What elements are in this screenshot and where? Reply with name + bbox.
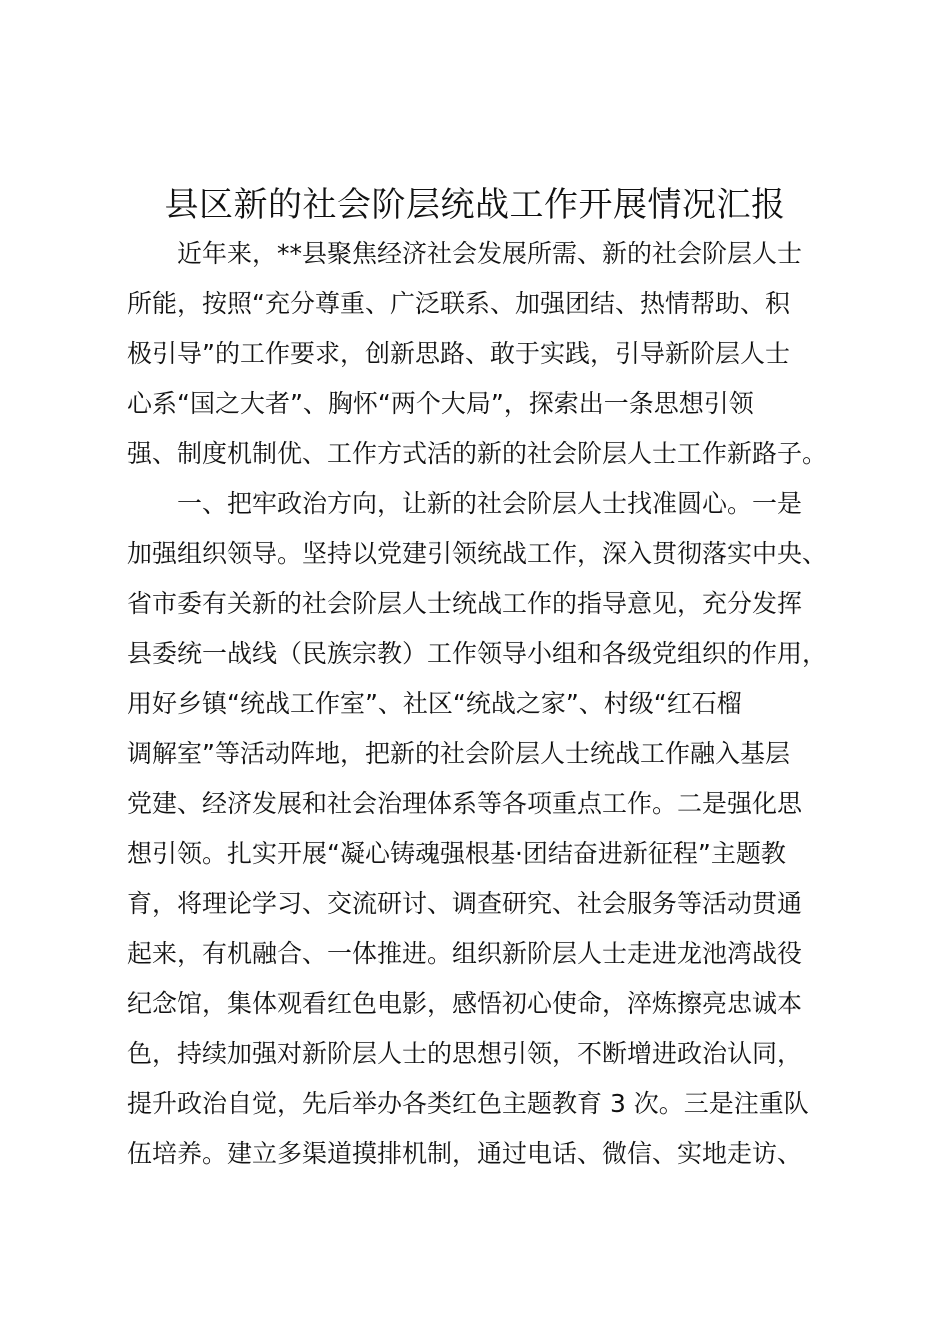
paragraph-2-line-3: 省市委有关新的社会阶层人士统战工作的指导意见，充分发挥	[127, 589, 803, 618]
paragraph-1-line-4: 心系“国之大者”、胸怀“两个大局”，探索出一条思想引领	[127, 389, 754, 418]
document-body	[127, 229, 847, 1179]
paragraph-1-line-2: 所能，按照“充分尊重、广泛联系、加强团结、热情帮助、积	[127, 289, 790, 318]
paragraph-2-line-7: 党建、经济发展和社会治理体系等各项重点工作。二是强化思	[127, 789, 803, 818]
paragraph-2-line-1: 一、把牢政治方向，让新的社会阶层人士找准圆心。一是	[177, 489, 803, 518]
paragraph-1-line-1: 近年来，**县聚焦经济社会发展所需、新的社会阶层人士	[177, 239, 803, 268]
paragraph-2-line-9: 育，将理论学习、交流研讨、调查研究、社会服务等活动贯通	[127, 889, 803, 918]
paragraph-2-line-2: 加强组织领导。坚持以党建引领统战工作，深入贯彻落实中央、	[127, 539, 828, 568]
paragraph-1-line-5: 强、制度机制优、工作方式活的新的社会阶层人士工作新路子。	[127, 439, 828, 468]
paragraph-2-line-8: 想引领。扎实开展“凝心铸魂强根基·团结奋进新征程”主题教	[127, 839, 786, 868]
paragraph-2-line-6: 调解室”等活动阵地，把新的社会阶层人士统战工作融入基层	[127, 739, 790, 768]
paragraph-2-line-14: 伍培养。建立多渠道摸排机制，通过电话、微信、实地走访、	[127, 1139, 803, 1168]
paragraph-2-line-4: 县委统一战线（民族宗教）工作领导小组和各级党组织的作用，	[127, 639, 828, 668]
paragraph-2-line-13: 提升政治自觉，先后举办各类红色主题教育 3 次。三是注重队	[127, 1089, 809, 1118]
paragraph-2-line-10: 起来，有机融合、一体推进。组织新阶层人士走进龙池湾战役	[127, 939, 803, 968]
paragraph-1-line-3: 极引导”的工作要求，创新思路、敢于实践，引导新阶层人士	[127, 339, 790, 368]
paragraph-2-line-5: 用好乡镇“统战工作室”、社区“统战之家”、村级“红石榴	[127, 689, 742, 718]
document-title: 县区新的社会阶层统战工作开展情况汇报	[164, 185, 786, 225]
paragraph-2-line-11: 纪念馆，集体观看红色电影，感悟初心使命，淬炼擦亮忠诚本	[127, 989, 803, 1018]
paragraph-2-line-12: 色，持续加强对新阶层人士的思想引领，不断增进政治认同，	[127, 1039, 803, 1068]
